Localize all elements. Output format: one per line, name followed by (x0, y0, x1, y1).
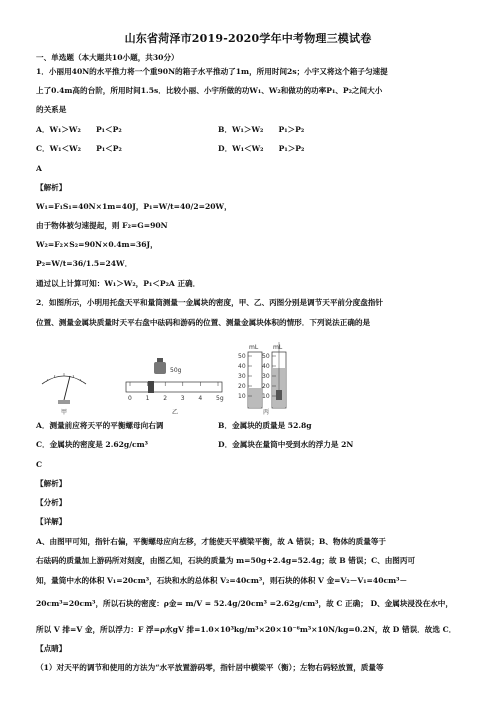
cylinder-tick-label: 10 (238, 393, 246, 400)
cylinder-tick-label: 50 (262, 353, 270, 360)
balance-dial-figure (42, 373, 86, 416)
q2-stem-line1: 2．如图所示，小明用托盘天平和量筒测量一金属块的密度，甲、乙、丙图分别是调节天平前分度盘指针 (36, 298, 383, 307)
q1-analysis-line1: W₁=F₁S₁=40N×1m=40J，P₁=W/t=40/2=20W， (36, 202, 232, 211)
label-yi: 乙 (172, 409, 179, 416)
cylinder-tick-label: 20 (262, 383, 270, 390)
q2-option-c: C．金属块的密度是 2.62g/cm³ (36, 440, 148, 449)
q2-detail-line5: 所以 V 排=V 金，所以浮力：F 浮=ρ水gV 排=1.0×10³kg/m³×20×10⁻⁶m³×10N/kg=0.2N，故 D 错误．故选 C． (36, 625, 457, 634)
q1-stem-line2: 上了0.4m高的台阶，所用时间1.5s．比较小丽、小宇所做的功W₁、W₂和做功的功率P₁、P₂之间大小 (36, 86, 383, 95)
cylinder-tick-label: 40 (262, 363, 270, 370)
q1-answer: A (36, 164, 42, 173)
cylinder-tick-label: 20 (238, 383, 246, 390)
label-bing: 丙 (263, 409, 270, 416)
ml-label-left: mL (249, 344, 259, 351)
q2-detail-line4: 20cm³=20cm³，所以石块的密度：ρ金= m/V = 52.4g/20cm³ =2.62g/cm³，故 C 正确； D、金属块浸没在水中， (36, 599, 453, 608)
q2-dianjing-tag: 【点睛】 (36, 644, 67, 653)
q2-detail-line1: A、由图甲可知，指针右偏，平衡螺母应向左移，才能使天平横梁平衡，故 A 错误；B、物体的质量等于 (36, 537, 387, 546)
scale-tick-label: 0 (128, 395, 132, 402)
q2-xiangjie-tag: 【详解】 (36, 517, 67, 526)
q2-detail-line2: 右砝码的质量加上游码所对刻度，由图乙知，石块的质量为 m=50g+2.4g=52.4g；故 B 错误；C、由图丙可 (36, 556, 416, 565)
q2-detail-line6: （1）对天平的调节和使用的方法为“水平放置游码零，指针居中横梁平（衡）；左物右码轻放置，质量等 (36, 663, 384, 672)
section-heading: 一、单选题（本大题共10小题，共30分） (36, 53, 179, 62)
cylinder-tick-label: 10 (262, 393, 270, 400)
q1-analysis-line3: W₂=F₂×S₂=90N×0.4m=36J， (36, 240, 158, 249)
q2-figure (36, 338, 296, 416)
q1-option-a: A．W₁＞W₂ P₁＜P₂ (36, 125, 122, 134)
cylinder-tick-label: 30 (238, 373, 246, 380)
q1-option-c: C．W₁＜W₂ P₁＜P₂ (36, 144, 122, 153)
q2-stem-line2: 位置、测量金属块质量时天平右盘中砝码和游码的位置、测量金属块体积的情形．下列说法正确的是 (36, 318, 371, 327)
cylinder-tick-label: 50 (238, 353, 246, 360)
q2-option-d: D．金属块在量筒中受到水的浮力是 2N (218, 440, 354, 449)
q1-option-d: D．W₁＜W₂ P₁＞P₂ (218, 144, 305, 153)
q1-analysis-tag: 【解析】 (36, 183, 67, 192)
q2-analysis-tag: 【解析】 (36, 479, 67, 488)
q1-analysis-line2: 由于物体被匀速提起，则 F₂=G=90N (36, 221, 168, 230)
q1-analysis-line4: P₂=W/t=36/1.5=24W． (36, 259, 133, 268)
cylinder-tick-label: 30 (262, 373, 270, 380)
q2-option-a: A．测量前应将天平的平衡螺母向右调 (36, 421, 164, 430)
cylinder-tick-label: 40 (238, 363, 246, 370)
cylinders-figure (238, 342, 286, 416)
scale-tick-label: 4 (198, 395, 203, 402)
scale-tick-label: 1 (145, 395, 150, 402)
weights-figure (126, 358, 224, 416)
label-jia: 甲 (61, 409, 68, 416)
ml-label-right: mL (273, 344, 283, 351)
q1-stem-line3: 的关系是 (36, 105, 67, 114)
scale-tick-label: 2 (163, 395, 168, 402)
q1-analysis-line5: 通过以上计算可知：W₁＞W₂，P₁＜P₂A 正确． (36, 279, 201, 288)
q2-option-b: B．金属块的质量是 52.8g (218, 421, 312, 430)
weight-50g-label: 50g (170, 367, 182, 374)
q2-detail-line3: 知，量筒中水的体积 V₁=20cm³，石块和水的总体积 V₂=40cm³，则石块的体积 V 金=V₂－V₁=40cm³－ (36, 576, 408, 585)
q1-stem-line1: 1．小丽用40N的水平推力将一个重90N的箱子水平推动了1m，所用时间2s；小宇又将这个箱子匀速提 (36, 67, 388, 76)
q2-fenxi-tag: 【分析】 (36, 498, 67, 507)
page-title: 山东省菏泽市2019-2020学年中考物理三模试卷 (124, 32, 372, 45)
scale-tick-label: 5g (216, 395, 224, 402)
q1-option-b: B．W₁＞W₂ P₁＞P₂ (218, 125, 305, 134)
scale-tick-label: 3 (180, 395, 185, 402)
q2-answer: C (36, 460, 43, 469)
